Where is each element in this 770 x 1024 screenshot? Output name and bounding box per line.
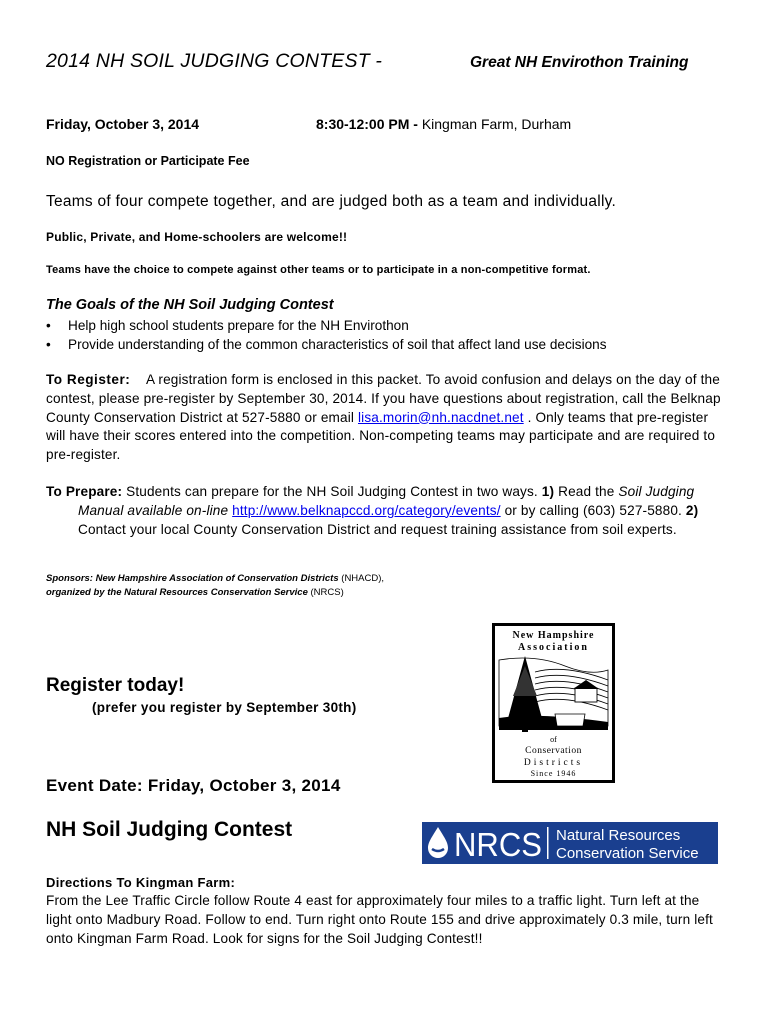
prepare-text-4: Contact your local County Conservation District and request training assistance from soil experts. [78,521,677,537]
nhacd-logo-artwork [495,626,612,780]
nhacd-logo-line-4: Conservation [525,746,582,756]
event-time-location [316,116,571,132]
prepare-text-2: Read the [554,484,619,499]
event-date: Friday, October 3, 2014 [46,116,200,132]
soil-manual-title: Soil Judging Manual available on-line [78,484,695,518]
contest-title: NH Soil Judging Contest [46,818,293,841]
prepare-label: To Prepare: [46,484,123,499]
sponsor-nrcs-abbr: (NRCS) [307,587,344,598]
directions-text: From the Lee Traffic Circle follow Route 4 east for approximately four miles to a traffic light. Turn left at the light onto Madbury Road. Follow to end. Turn right onto Route 155 and drive approximately 0.3 mile, turn left onto Kingman Farm Road. Look for signs for the Soil Judging Contest!! [46,893,713,946]
event-time: 8:30-12:00 PM - [316,116,418,132]
nhacd-logo [492,623,615,783]
goal-item: • Provide understanding of the common characteristics of soil that affect land use decisions [46,335,607,354]
event-location: Kingman Farm, Durham [417,116,572,132]
goals-heading: The Goals of the NH Soil Judging Contest [46,297,334,313]
register-today-heading: Register today! [46,675,185,696]
water-drop-icon [428,827,448,858]
register-paragraph [46,371,726,465]
register-email-link[interactable]: lisa.morin@nh.nacdnet.net [358,409,524,425]
format-choice-notice: Teams have the choice to compete against other teams or to participate in a non-competitive format. [46,264,591,276]
nrcs-logo-artwork [422,822,718,864]
event-date-heading: Event Date: Friday, October 3, 2014 [46,776,341,795]
goals-list [46,316,607,354]
register-text-continued: . Only teams that pre-register will have their scores entered into the competition. Non-competing teams may participate and are required to pre-register. [46,409,716,463]
sponsor-nrcs: organized by the Natural Resources Conservation Service [46,587,308,598]
nrcs-logo [422,822,718,864]
sponsors [46,572,384,600]
register-text: A registration form is enclosed in this packet. To avoid confusion and delays on the day of the contest, please pre-register by September 30, 2014. If you have questions about registration, call the Belknap County Conservation District at 527-5880 or email [46,372,721,425]
page-title: 2014 NH SOIL JUDGING CONTEST - [46,50,383,72]
prepare-paragraph [46,483,726,539]
directions-heading: Directions To Kingman Farm: [46,875,236,890]
nrcs-logo-line-2: Conservation Service [556,845,699,862]
nrcs-logo-abbr: NRCS [454,826,542,863]
teams-description: Teams of four compete together, and are judged both as a team and individually. [46,193,617,210]
tree-landscape-icon [499,656,608,732]
sponsor-nhacd-abbr: (NHACD), [338,573,385,584]
prepare-text: Students can prepare for the NH Soil Judging Contest in two ways. [122,484,542,499]
nrcs-logo-line-1: Natural Resources [556,827,681,844]
prepare-text-3: or by calling (603) 527-5880. [500,502,686,518]
nhacd-logo-line-1: New Hampshire [512,630,595,641]
sponsor-nhacd: Sponsors: New Hampshire Association of Conservation Districts [46,573,339,584]
prepare-step-1: 1) [541,484,555,499]
welcome-notice: Public, Private, and Home-schoolers are welcome!! [46,230,348,244]
page-subtitle: Great NH Envirothon Training [470,54,689,71]
nhacd-logo-line-5: Districts [523,758,584,768]
register-label: To Register: [46,372,131,387]
belknap-events-link[interactable]: http://www.belknapccd.org/category/events/ [232,502,501,518]
nhacd-logo-line-2: Association [518,642,589,653]
nhacd-logo-line-3: of [550,735,557,744]
nhacd-logo-line-6: Since 1946 [530,769,577,778]
sponsors-line-1 [46,572,384,586]
register-today-subtext: (prefer you register by September 30th) [92,700,357,715]
prepare-step-2: 2) [685,502,699,518]
goal-item: • Help high school students prepare for the NH Envirothon [46,316,607,335]
sponsors-line-2 [46,586,384,600]
no-fee-notice: NO Registration or Participate Fee [46,154,250,168]
